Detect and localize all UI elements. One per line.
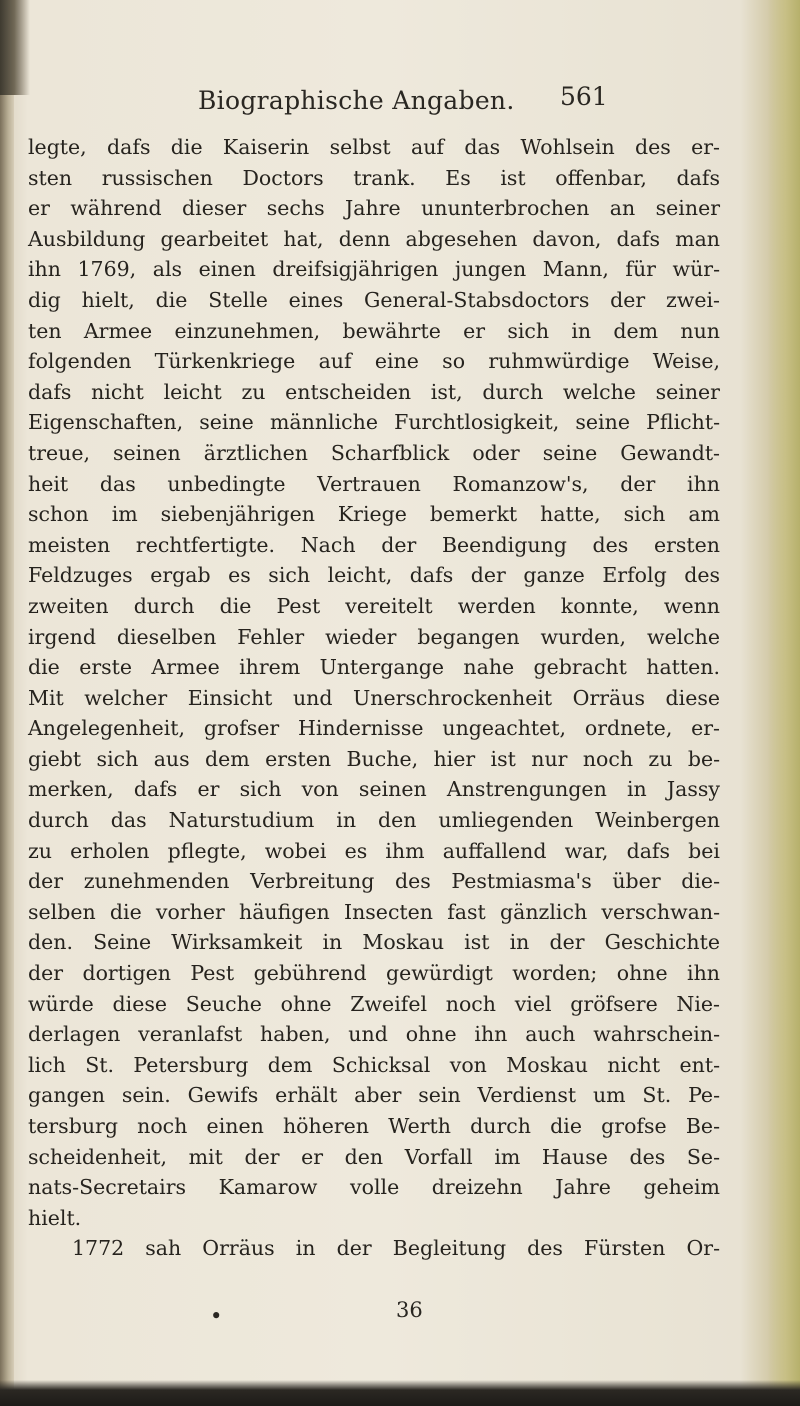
text-line: die erste Armee ihrem Untergange nahe gebracht hatten.: [28, 655, 720, 680]
text-line: er während dieser sechs Jahre ununterbrochen an seiner: [28, 196, 720, 221]
text-line: sten russischen Doctors trank. Es ist offenbar, dafs: [28, 165, 720, 190]
text-line: irgend dieselben Fehler wieder begangen wurden, welche: [28, 624, 720, 649]
text-line: Mit welcher Einsicht und Unerschrockenheit Orräus diese: [28, 685, 720, 710]
text-line: der zunehmenden Verbreitung des Pestmiasma's über die-: [28, 869, 720, 894]
page-binding-shadow: [0, 0, 14, 1406]
text-line: 1772 sah Orräus in der Begleitung des Fürsten Or-: [72, 1236, 720, 1261]
body-text: [28, 132, 720, 1264]
text-line: giebt sich aus dem ersten Buche, hier ist nur noch zu be-: [28, 746, 720, 771]
running-head: Biographische Angaben.: [198, 86, 515, 115]
text-line: tersburg noch einen höheren Werth durch die grofse Be-: [28, 1114, 720, 1138]
text-line: zu erholen pflegte, wobei es ihm auffallend war, dafs bei: [28, 838, 720, 863]
text-line: scheidenheit, mit der er den Vorfall im Hause des Se-: [28, 1144, 720, 1169]
text-line: dafs nicht leicht zu entscheiden ist, durch welche seiner: [28, 379, 720, 404]
text-line: schon im siebenjährigen Kriege bemerkt hatte, sich am: [28, 502, 720, 527]
page-header: [0, 82, 800, 126]
page-number: 561: [560, 82, 608, 111]
text-line: nats-Secretairs Kamarow volle dreizehn Jahre geheim: [28, 1175, 720, 1200]
text-line: den. Seine Wirksamkeit in Moskau ist in der Geschichte: [28, 930, 720, 955]
text-line: zweiten durch die Pest vereitelt werden konnte, wenn: [28, 593, 720, 618]
text-line: merken, dafs er sich von seinen Anstrengungen in Jassy: [28, 777, 720, 802]
page-right-edge: [768, 0, 800, 1406]
text-line: Feldzuges ergab es sich leicht, dafs der ganze Erfolg des: [28, 563, 720, 588]
signature-mark: [0, 1298, 800, 1330]
page-bottom-edge: [0, 1380, 800, 1406]
text-line: Angelegenheit, grofser Hindernisse ungeachtet, ordnete, er-: [28, 716, 720, 741]
text-line: durch das Naturstudium in den umliegenden Weinbergen: [28, 808, 720, 833]
signature-number: 36: [396, 1298, 423, 1322]
text-line: gangen sein. Gewifs erhält aber sein Verdienst um St. Pe-: [28, 1083, 720, 1108]
text-line: dig hielt, die Stelle eines General-Stabsdoctors der zwei-: [28, 287, 720, 312]
text-line: meisten rechtfertigte. Nach der Beendigung des ersten: [28, 532, 720, 557]
signature-dot: •: [210, 1304, 223, 1328]
text-line: hielt.: [28, 1205, 82, 1230]
text-line: heit das unbedingte Vertrauen Romanzow's, der ihn: [28, 471, 720, 496]
text-line: der dortigen Pest gebührend gewürdigt worden; ohne ihn: [28, 961, 720, 986]
text-line: ihn 1769, als einen dreifsigjährigen jungen Mann, für wür-: [28, 257, 720, 282]
text-line: Ausbildung gearbeitet hat, denn abgesehen davon, dafs man: [28, 226, 720, 251]
text-line: legte, dafs die Kaiserin selbst auf das Wohlsein des er-: [28, 135, 720, 159]
text-line: derlagen veranlafst haben, und ohne ihn auch wahrschein-: [28, 1022, 720, 1047]
text-line: folgenden Türkenkriege auf eine so ruhmwürdige Weise,: [28, 349, 720, 374]
text-line: würde diese Seuche ohne Zweifel noch viel gröfsere Nie-: [28, 991, 720, 1016]
text-line: ten Armee einzunehmen, bewährte er sich in dem nun: [28, 318, 720, 343]
page-corner-shadow: [0, 0, 30, 95]
text-line: treue, seinen ärztlichen Scharfblick oder seine Gewandt-: [28, 440, 720, 465]
text-line: lich St. Petersburg dem Schicksal von Moskau nicht ent-: [28, 1052, 720, 1077]
text-line: Eigenschaften, seine männliche Furchtlosigkeit, seine Pflicht-: [28, 410, 720, 435]
text-line: selben die vorher häufigen Insecten fast gänzlich verschwan-: [28, 899, 720, 924]
